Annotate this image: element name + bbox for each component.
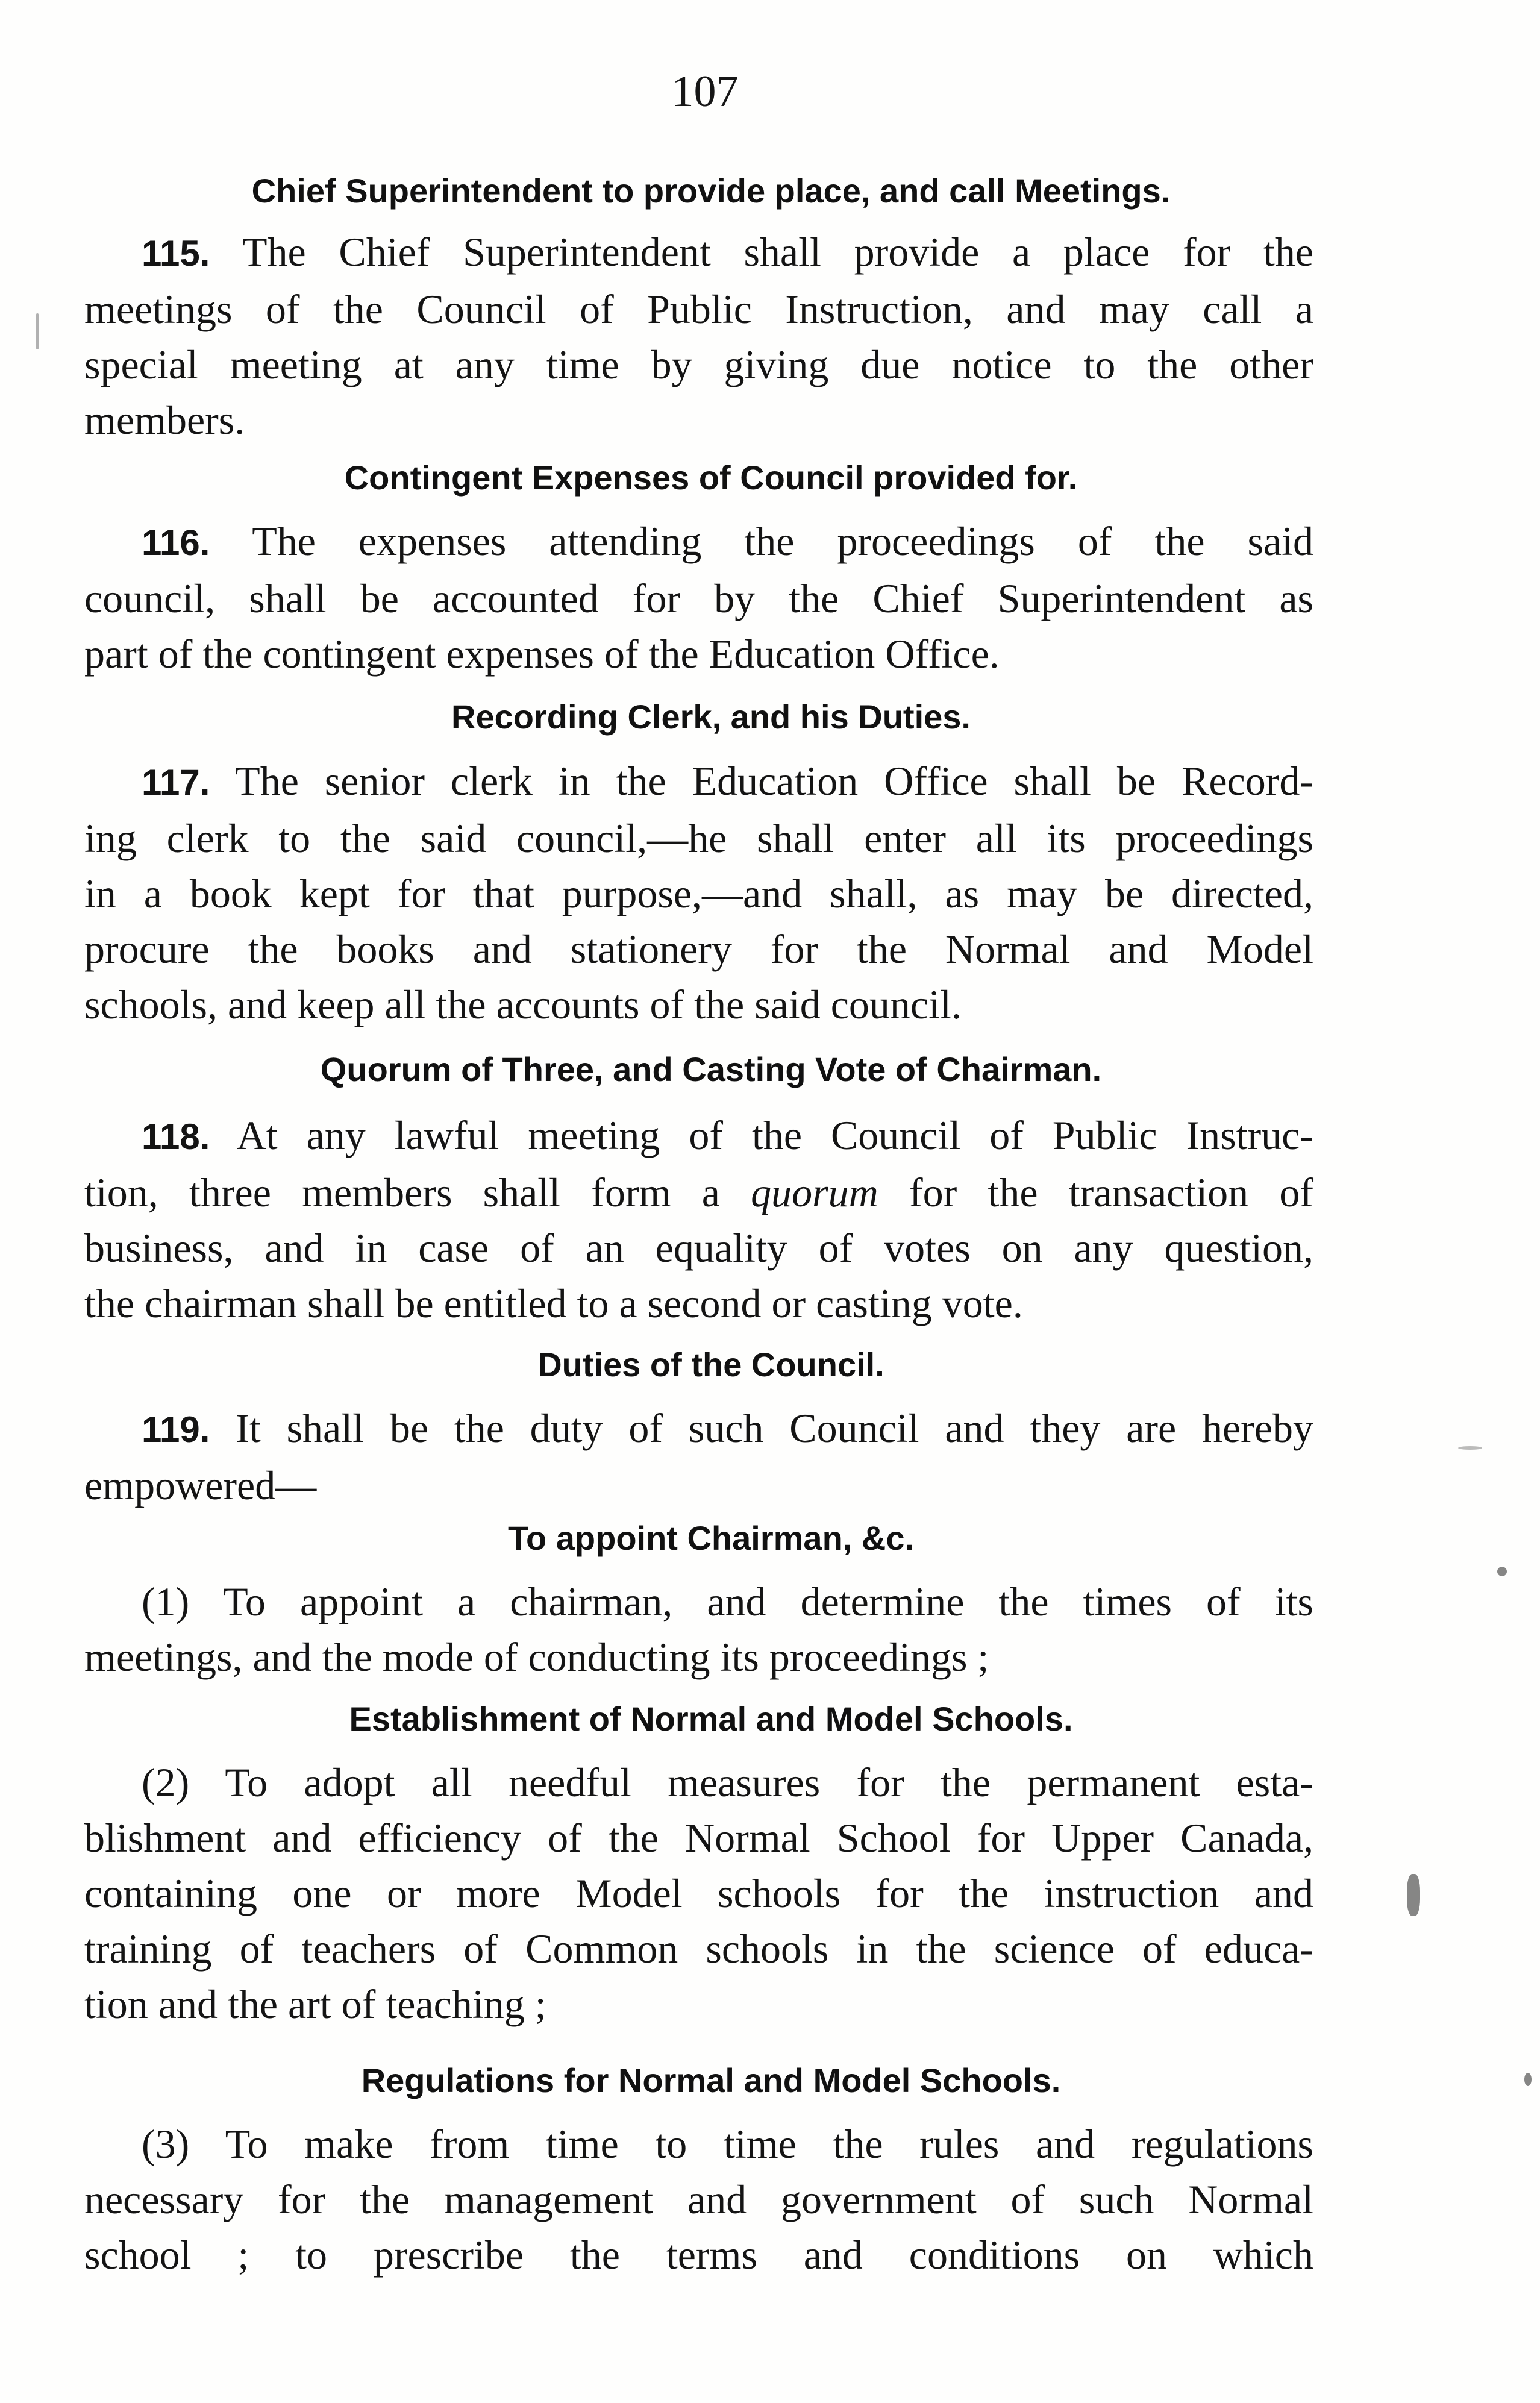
subsection-heading-2: Establishment of Normal and Model Schools. — [349, 1700, 1073, 1738]
text-line: The senior clerk in the Education Office shall be Record- — [235, 758, 1313, 804]
text-line: training of teachers of Common schools in the science of educa- — [84, 1926, 1313, 1972]
text-line: meetings, and the mode of conducting its proceedings ; — [84, 1634, 989, 1680]
text-line: containing one or more Model schools for the instruction and — [84, 1870, 1313, 1916]
text-line: At any lawful meeting of the Council of Public Instruc- — [236, 1112, 1313, 1158]
scan-speck — [1407, 1874, 1420, 1916]
section-116 — [84, 513, 1313, 681]
text-line: It shall be the duty of such Council and they are hereby — [236, 1405, 1314, 1451]
section-heading-118: Quorum of Three, and Casting Vote of Chairman. — [320, 1050, 1102, 1088]
quorum-term: quorum — [751, 1170, 878, 1215]
text-line: empowered— — [84, 1462, 317, 1508]
subsection-heading-1: To appoint Chairman, &c. — [507, 1519, 915, 1557]
section-heading-117: Recording Clerk, and his Duties. — [451, 698, 971, 736]
section-number: 118. — [142, 1117, 210, 1157]
text-line: To appoint a chairman, and determine the times of its — [223, 1579, 1313, 1624]
section-number: 115. — [142, 233, 210, 274]
text-line: necessary for the management and government of such Normal — [84, 2176, 1313, 2222]
text-line: in a book kept for that purpose,—and shall, as may be directed, — [84, 871, 1313, 916]
text-line: tion and the art of teaching ; — [84, 1981, 546, 2027]
page-number: 107 — [671, 67, 739, 116]
subsection-2 — [84, 1755, 1313, 2032]
subsection-number: (3) — [142, 2121, 190, 2167]
section-117 — [84, 753, 1313, 1032]
text-line: schools, and keep all the accounts of the said council. — [84, 982, 962, 1027]
text-line: part of the contingent expenses of the Education Office. — [84, 631, 1000, 677]
subsection-3 — [84, 2116, 1313, 2282]
text-line: school ; to prescribe the terms and conditions on which — [84, 2232, 1313, 2278]
subsection-number: (1) — [142, 1579, 190, 1624]
scan-speck — [1524, 2073, 1532, 2086]
text-line: meetings of the Council of Public Instruction, and may call a — [84, 286, 1313, 332]
text-line: tion, three members shall form a quorum for the transaction of — [84, 1170, 1313, 1215]
subsection-heading-3: Regulations for Normal and Model Schools. — [361, 2061, 1061, 2099]
text-line: members. — [84, 397, 245, 443]
section-heading-116: Contingent Expenses of Council provided for. — [344, 459, 1078, 497]
section-heading-119: Duties of the Council. — [537, 1346, 884, 1383]
scan-speck — [1458, 1446, 1482, 1450]
section-heading-115: Chief Superintendent to provide place, and call Meetings. — [251, 172, 1171, 210]
scan-speck — [1497, 1567, 1507, 1576]
scan-speck — [36, 313, 39, 349]
text-line: The expenses attending the proceedings of the said — [252, 518, 1313, 564]
section-number: 116. — [142, 522, 210, 563]
section-115 — [84, 224, 1313, 448]
text-line: council, shall be accounted for by the Chief Superintendent as — [84, 575, 1313, 621]
subsection-number: (2) — [142, 1759, 190, 1805]
section-number: 119. — [142, 1409, 210, 1450]
section-119 — [84, 1400, 1313, 1513]
section-118 — [84, 1108, 1313, 1331]
text-line: procure the books and stationery for the Normal and Model — [84, 926, 1313, 972]
text-line: the chairman shall be entitled to a second or casting vote. — [84, 1280, 1023, 1326]
text-line: blishment and efficiency of the Normal School for Upper Canada, — [84, 1815, 1313, 1861]
text-line: business, and in case of an equality of votes on any question, — [84, 1225, 1313, 1271]
text-line: The Chief Superintendent shall provide a place for the — [242, 229, 1314, 275]
text-line: ing clerk to the said council,—he shall enter all its proceedings — [84, 815, 1313, 861]
section-number: 117. — [142, 762, 210, 803]
text-line: To adopt all needful measures for the permanent esta- — [225, 1759, 1313, 1805]
text-line: To make from time to time the rules and regulations — [225, 2121, 1313, 2167]
subsection-1 — [84, 1574, 1313, 1685]
text-line: special meeting at any time by giving due notice to the other — [84, 342, 1313, 387]
